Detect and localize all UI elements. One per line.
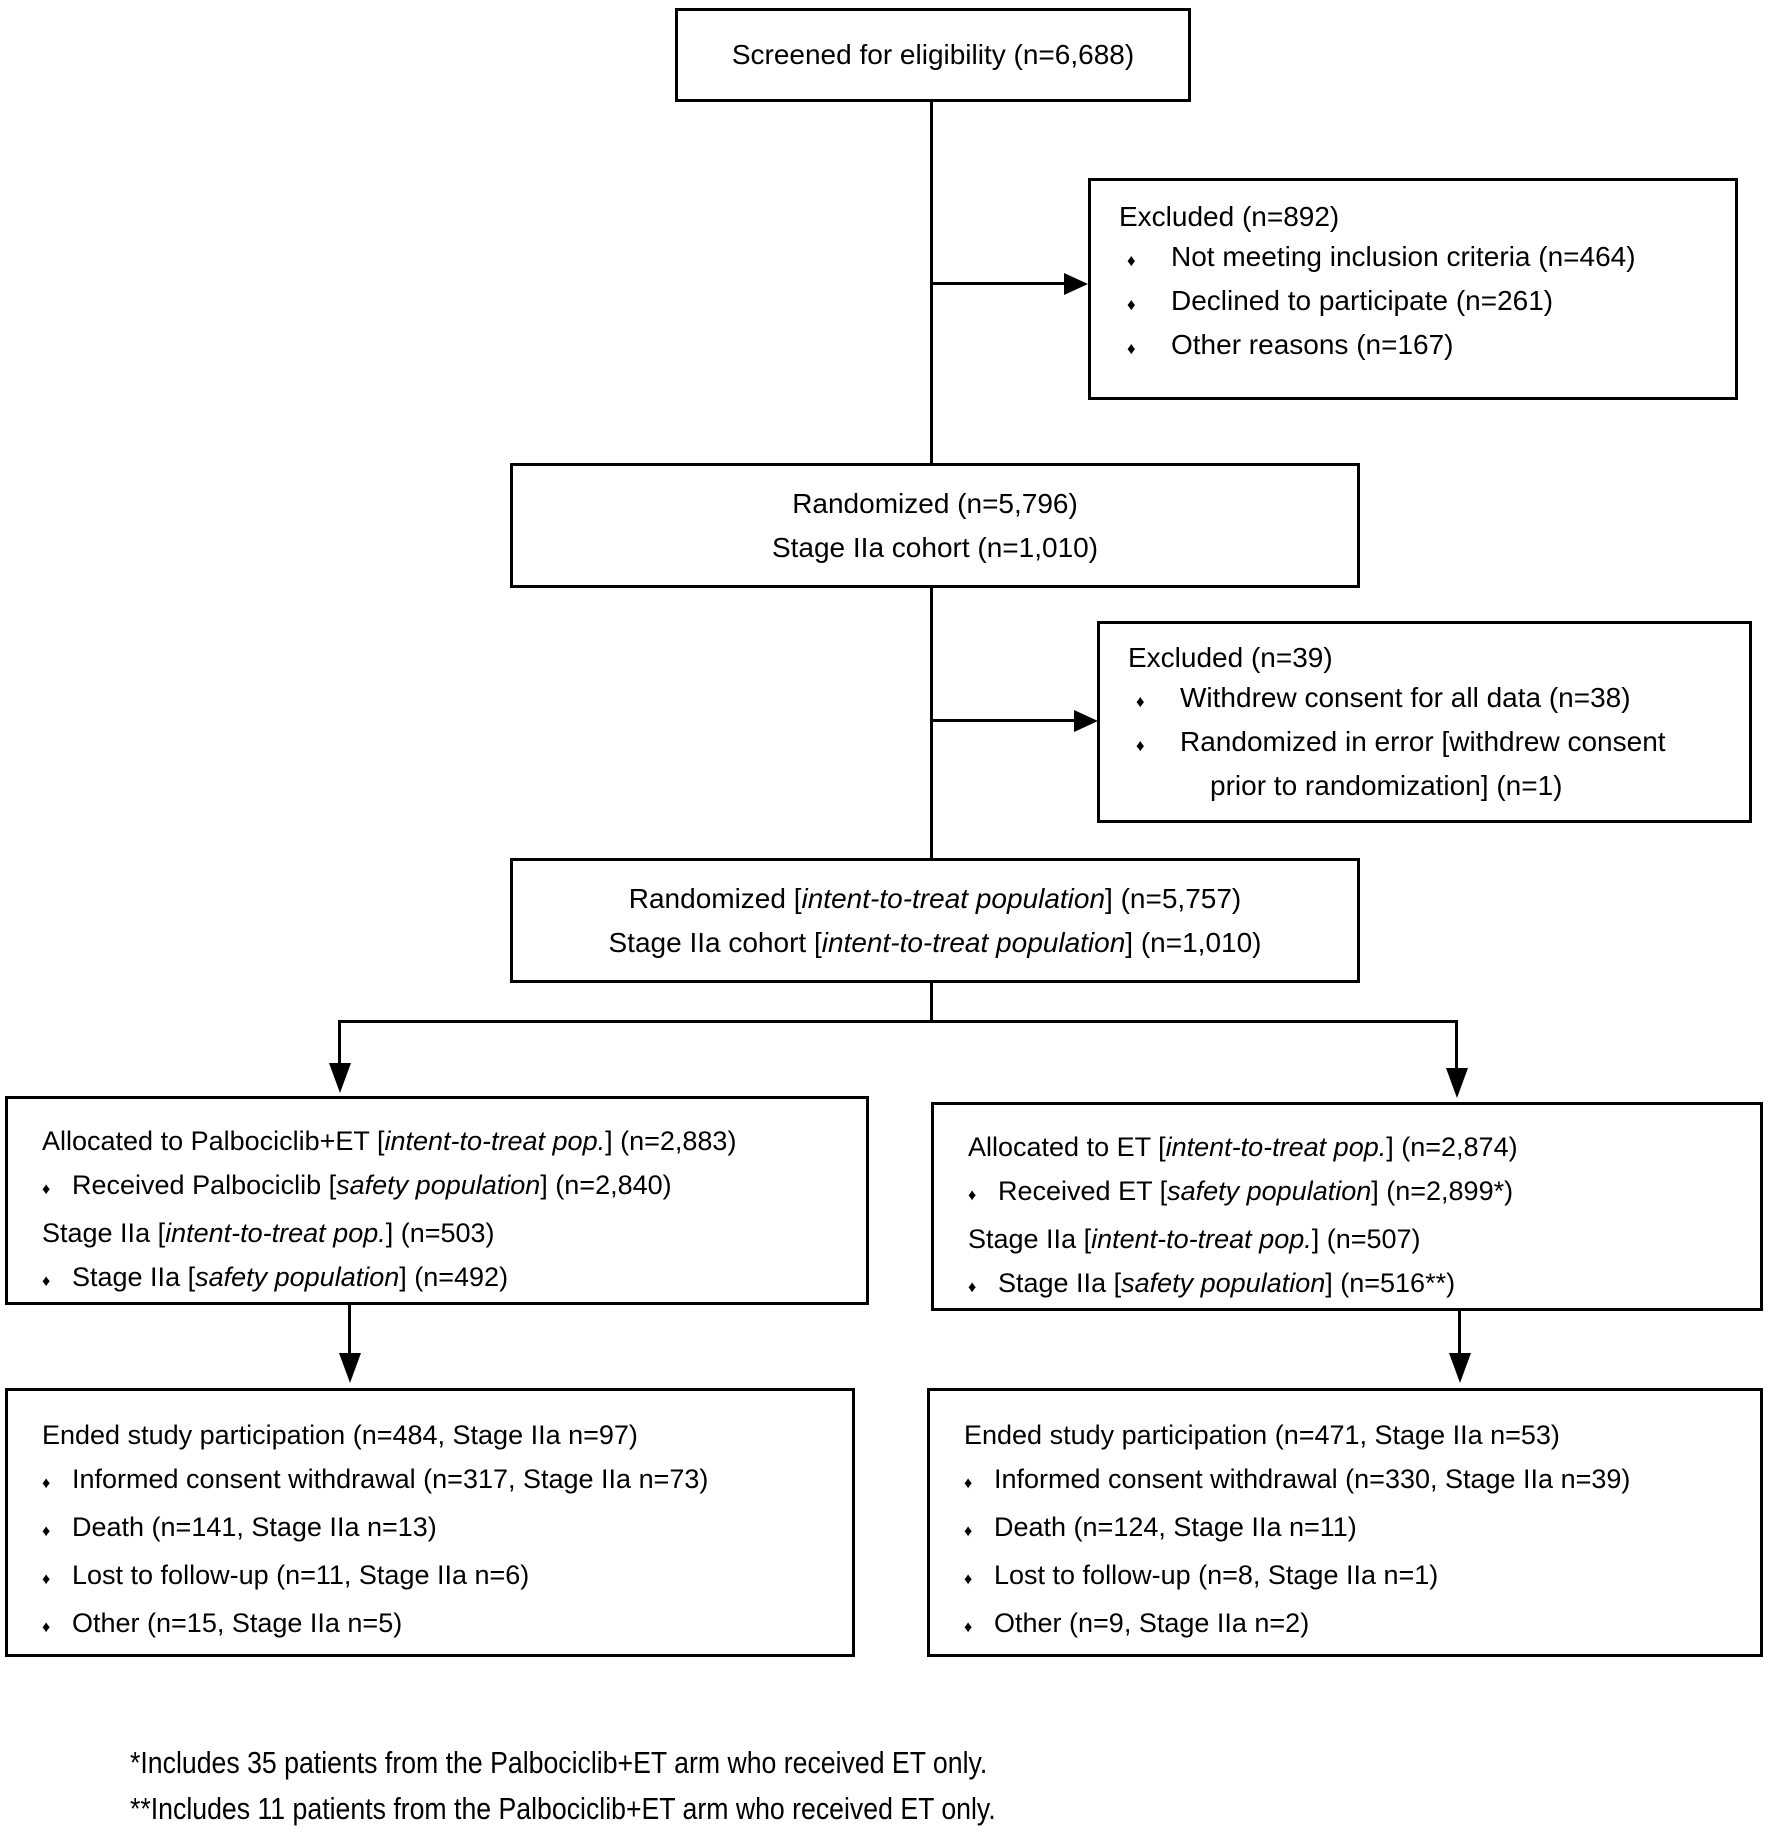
flow-line [968, 1261, 1742, 1309]
flow-line [629, 877, 1242, 921]
flow-line [1119, 237, 1715, 281]
box-screened [675, 8, 1191, 102]
flow-text: Allocated to ET [intent-to-treat pop.] (n=2,874) [968, 1132, 1518, 1162]
flow-line [968, 1169, 1742, 1217]
arrowhead-excluded-screening-icon [1064, 273, 1088, 295]
flow-text: Stage IIa [safety population] (n=516**) [998, 1268, 1456, 1298]
flow-text: prior to randomization] (n=1) [1210, 770, 1563, 801]
flow-line [42, 1553, 834, 1601]
flow-line [964, 1601, 1742, 1649]
bullet-diamond-icon: ♦ [42, 1570, 51, 1588]
flow-text: Excluded (n=892) [1119, 201, 1340, 232]
flow-text: Other (n=9, Stage IIa n=2) [994, 1608, 1310, 1638]
flow-text: Randomized in error [withdrew consent [1180, 726, 1666, 757]
box-randomized-itt [510, 858, 1360, 983]
bullet-diamond-icon: ♦ [42, 1180, 51, 1198]
flow-text: Declined to participate (n=261) [1171, 285, 1554, 316]
flow-text: Screened for eligibility (n=6,688) [731, 39, 1135, 70]
arrowhead-ended-left-icon [339, 1353, 361, 1383]
flow-line [964, 1413, 1742, 1457]
bullet-diamond-icon: ♦ [968, 1278, 977, 1296]
flow-line [1128, 678, 1729, 722]
bullet-diamond-icon: ♦ [1136, 692, 1145, 711]
flow-text: Lost to follow-up (n=8, Stage IIa n=1) [994, 1560, 1439, 1590]
flow-text: Stage IIa [intent-to-treat pop.] (n=503) [42, 1218, 495, 1248]
flow-text: Death (n=124, Stage IIa n=11) [994, 1512, 1357, 1542]
flow-line [1119, 325, 1715, 369]
flow-text: Other reasons (n=167) [1171, 329, 1454, 360]
bullet-diamond-icon: ♦ [1127, 295, 1136, 314]
flow-line [1119, 197, 1715, 237]
box-allocated-et [931, 1102, 1763, 1311]
flow-text: Stage IIa [intent-to-treat pop.] (n=507) [968, 1224, 1421, 1254]
arrowhead-alloc-right-icon [1446, 1068, 1468, 1098]
footnotes [130, 1740, 1420, 1832]
footnote-double-asterisk: **Includes 11 patients from the Palbociclib+ET arm who received ET only. [130, 1791, 996, 1826]
box-allocated-palbociclib-et [5, 1096, 869, 1305]
flow-text: Not meeting inclusion criteria (n=464) [1171, 241, 1636, 272]
flow-line [609, 921, 1262, 965]
bullet-diamond-icon: ♦ [964, 1522, 973, 1540]
flow-text: Received Palbociclib [safety population] (n=2,840) [72, 1170, 672, 1200]
flow-line [964, 1457, 1742, 1505]
connector-alloc-to-ended-right [1458, 1311, 1461, 1355]
bullet-diamond-icon: ♦ [1127, 251, 1136, 270]
bullet-diamond-icon: ♦ [964, 1474, 973, 1492]
box-randomized [510, 463, 1360, 588]
flow-line [42, 1413, 834, 1457]
connector-split-to-alloc-right [1455, 1020, 1458, 1070]
flow-line [964, 1505, 1742, 1553]
box-ended-et [927, 1388, 1763, 1657]
flow-text: Other (n=15, Stage IIa n=5) [72, 1608, 403, 1638]
flow-line [42, 1457, 834, 1505]
connector-randomized-to-itt [930, 586, 933, 860]
flow-line [964, 1553, 1742, 1601]
connector-alloc-to-ended-left [348, 1305, 351, 1355]
arrowhead-ended-right-icon [1449, 1353, 1471, 1383]
flow-line [1119, 281, 1715, 325]
flow-text: Randomized (n=5,796) [792, 487, 1078, 519]
connector-itt-to-split [930, 981, 933, 1023]
flow-text: Withdrew consent for all data (n=38) [1180, 682, 1631, 713]
bullet-diamond-icon: ♦ [42, 1618, 51, 1636]
bullet-diamond-icon: ♦ [42, 1522, 51, 1540]
flow-line [42, 1163, 848, 1211]
flow-line [1128, 766, 1729, 806]
bullet-diamond-icon: ♦ [964, 1570, 973, 1588]
flow-text: Received ET [safety population] (n=2,899*) [998, 1176, 1514, 1206]
footnote-single-asterisk: *Includes 35 patients from the Palbociclib+ET arm who received ET only. [130, 1745, 988, 1780]
flow-line [732, 33, 1134, 77]
flow-text: Stage IIa cohort [intent-to-treat population] (n=1,010) [608, 926, 1262, 958]
box-ended-palbociclib-et [5, 1388, 855, 1657]
flow-line [42, 1119, 848, 1163]
bullet-diamond-icon: ♦ [1136, 736, 1145, 755]
flow-text: Stage IIa cohort (n=1,010) [771, 531, 1099, 563]
flow-line [792, 482, 1078, 526]
flow-text: Stage IIa [safety population] (n=492) [72, 1262, 509, 1292]
flow-text: Allocated to Palbociclib+ET [intent-to-treat pop.] (n=2,883) [42, 1126, 737, 1156]
split-line [338, 1020, 1458, 1023]
connector-excluded-screening [930, 282, 1068, 285]
flow-line [968, 1217, 1742, 1261]
flow-line [968, 1125, 1742, 1169]
connector-split-to-alloc-left [338, 1020, 341, 1065]
arrowhead-excluded-randomized-icon [1074, 710, 1098, 732]
flow-text: Randomized [intent-to-treat population] (n=5,757) [628, 882, 1242, 914]
flow-line [42, 1505, 834, 1553]
bullet-diamond-icon: ♦ [964, 1618, 973, 1636]
box-excluded-randomized [1097, 621, 1752, 823]
flow-line [1128, 722, 1729, 766]
connector-excluded-randomized [930, 719, 1078, 722]
bullet-diamond-icon: ♦ [1127, 339, 1136, 358]
flow-text: Excluded (n=39) [1128, 642, 1333, 673]
flow-line [772, 526, 1098, 570]
flow-text: Lost to follow-up (n=11, Stage IIa n=6) [72, 1560, 530, 1590]
flow-text: Informed consent withdrawal (n=330, Stage IIa n=39) [994, 1464, 1631, 1494]
bullet-diamond-icon: ♦ [42, 1474, 51, 1492]
flow-text: Ended study participation (n=471, Stage IIa n=53) [964, 1420, 1560, 1450]
bullet-diamond-icon: ♦ [968, 1186, 977, 1204]
flow-text: Informed consent withdrawal (n=317, Stage IIa n=73) [72, 1464, 709, 1494]
bullet-diamond-icon: ♦ [42, 1272, 51, 1290]
flow-line [42, 1211, 848, 1255]
flow-text: Death (n=141, Stage IIa n=13) [72, 1512, 437, 1542]
arrowhead-alloc-left-icon [329, 1063, 351, 1093]
box-excluded-screening [1088, 178, 1738, 400]
flow-text: Ended study participation (n=484, Stage IIa n=97) [42, 1420, 638, 1450]
flow-line [42, 1601, 834, 1649]
flow-line [42, 1255, 848, 1303]
flow-line [1128, 638, 1729, 678]
